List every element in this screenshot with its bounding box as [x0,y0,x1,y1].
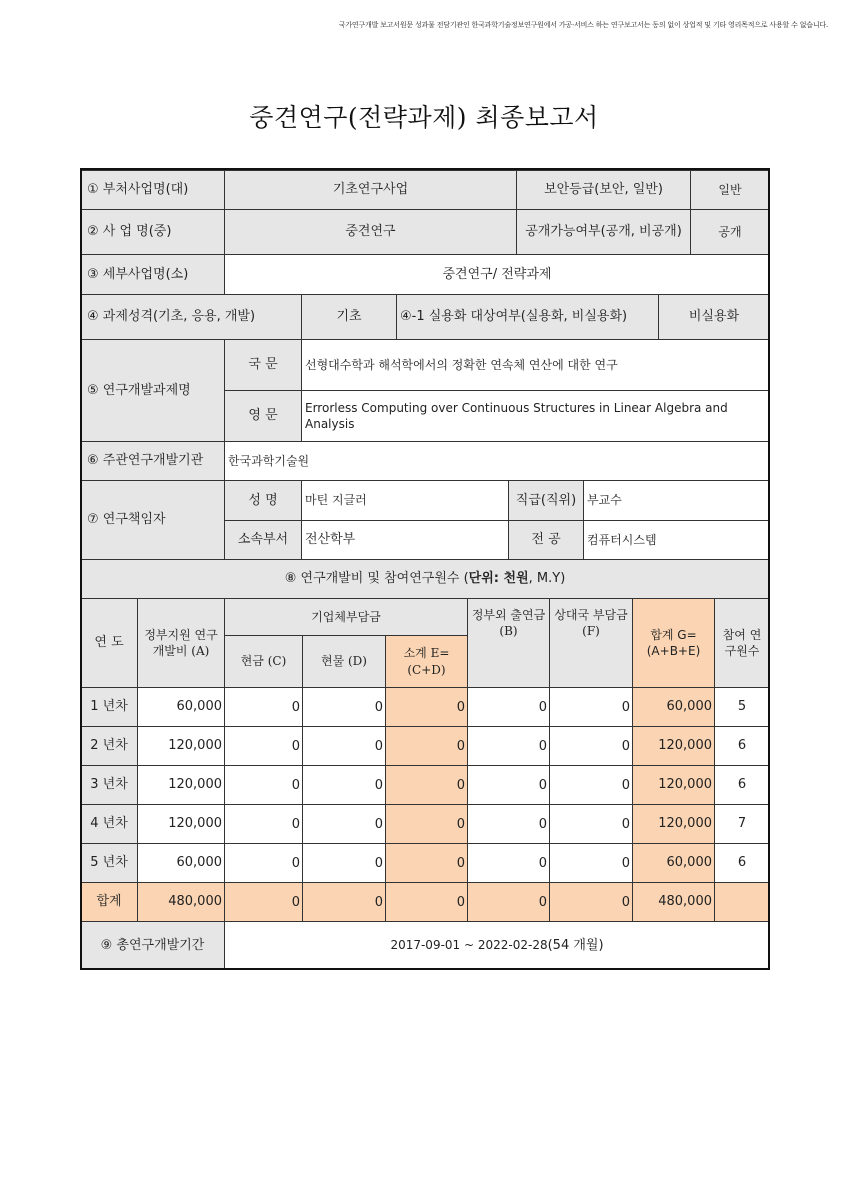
budget-cell-subtotal: 0 [385,687,468,727]
budget-cell-subtotal: 0 [385,843,468,883]
budget-cell-researchers: 6 [714,765,770,805]
budget-cell-inkind: 0 [302,765,386,805]
budget-cell-researchers [714,882,770,922]
budget-cell-total: 480,000 [632,882,715,922]
english-title-label: 영 문 [224,390,302,442]
copyright-notice: 국가연구개발 보고서원문 성과물 전담기관인 한국과학기술정보연구원에서 가공·서비스 하는 연구보고서는 동의 없이 상업적 및 기타 영리목적으로 사용할 수 없습니다. [338,21,828,29]
budget-cell-researchers: 6 [714,726,770,766]
budget-cell-other: 0 [467,804,550,844]
budget-cell-year: 2 년차 [80,726,138,766]
budget-cell-researchers: 6 [714,843,770,883]
period-months: (54 개월) [547,937,604,953]
commercialization-label: ④-1 실용화 대상여부(실용화, 비실용화) [396,294,659,340]
budget-cell-total: 120,000 [632,804,715,844]
sub-program-value: 중견연구/ 전략과제 [224,254,770,295]
budget-cell-cash: 0 [224,687,303,727]
col-header-total: 합계 G=(A+B+E) [632,598,715,688]
budget-cell-partner: 0 [549,765,633,805]
budget-cell-inkind: 0 [302,687,386,727]
pi-position-value: 부교수 [583,480,770,521]
budget-cell-cash: 0 [224,882,303,922]
budget-cell-subtotal: 0 [385,882,468,922]
budget-section-header [80,559,770,599]
budget-cell-gov: 120,000 [137,765,225,805]
col-header-year: 연 도 [80,598,138,688]
budget-cell-cash: 0 [224,726,303,766]
principal-investigator-label: ⑦ 연구책임자 [80,480,225,560]
budget-cell-inkind: 0 [302,882,386,922]
budget-cell-partner: 0 [549,843,633,883]
lead-institution-label: ⑥ 주관연구개발기관 [80,441,225,481]
budget-cell-year: 합계 [80,882,138,922]
pi-major-label: 전 공 [508,520,584,560]
budget-cell-gov: 120,000 [137,804,225,844]
col-header-researchers: 참여 연구원수 [714,598,770,688]
budget-cell-researchers: 7 [714,804,770,844]
budget-cell-cash: 0 [224,843,303,883]
budget-cell-partner: 0 [549,687,633,727]
lead-institution-value: 한국과학기술원 [224,441,770,481]
project-nature-label: ④ 과제성격(기초, 응용, 개발) [80,294,302,340]
ministry-program-label: ① 부처사업명(대) [80,170,225,210]
budget-header-suffix: , M.Y) [528,571,566,587]
col-header-subtotal: 소계 E=(C+D) [385,635,468,688]
budget-cell-other: 0 [467,687,550,727]
security-grade-value: 일반 [690,170,770,210]
commercialization-value: 비실용화 [658,294,770,340]
col-header-company: 기업체부담금 [224,598,468,636]
budget-cell-other: 0 [467,843,550,883]
col-header-inkind: 현물 (D) [302,635,386,688]
sub-program-label: ③ 세부사업명(소) [80,254,225,295]
budget-header-prefix: ⑧ 연구개발비 및 참여연구원수 ( [284,571,469,587]
budget-cell-subtotal: 0 [385,765,468,805]
budget-cell-subtotal: 0 [385,804,468,844]
budget-cell-gov: 60,000 [137,843,225,883]
budget-cell-total: 60,000 [632,687,715,727]
english-title-value: Errorless Computing over Continuous Structures in Linear Algebra and Analysis [301,390,770,442]
security-grade-label: 보안등급(보안, 일반) [516,170,691,210]
budget-cell-inkind: 0 [302,843,386,883]
budget-cell-year: 5 년차 [80,843,138,883]
budget-cell-gov: 120,000 [137,726,225,766]
pi-major-value: 컴퓨터시스템 [583,520,770,560]
total-period-value [224,921,770,970]
budget-cell-year: 1 년차 [80,687,138,727]
col-header-partner-fund: 상대국 부담금 (F) [549,598,633,688]
project-title-label: ⑤ 연구개발과제명 [80,339,225,442]
korean-title-label: 국 문 [224,339,302,391]
budget-cell-total: 120,000 [632,726,715,766]
col-header-other-fund: 정부외 출연금 (B) [467,598,550,688]
budget-cell-partner: 0 [549,726,633,766]
budget-cell-year: 3 년차 [80,765,138,805]
col-header-gov-fund: 정부지원 연구개발비 (A) [137,598,225,688]
budget-cell-researchers: 5 [714,687,770,727]
program-name-value: 중견연구 [224,209,517,255]
budget-cell-other: 0 [467,765,550,805]
budget-cell-inkind: 0 [302,804,386,844]
budget-cell-cash: 0 [224,765,303,805]
korean-title-value: 선형대수학과 해석학에서의 정확한 연속체 연산에 대한 연구 [301,339,770,391]
pi-position-label: 직급(직위) [508,480,584,521]
budget-cell-partner: 0 [549,804,633,844]
budget-cell-partner: 0 [549,882,633,922]
total-period-label: ⑨ 총연구개발기간 [80,921,225,970]
budget-cell-subtotal: 0 [385,726,468,766]
budget-header-unit: 단위: 천원 [468,571,529,587]
page-title: 중견연구(전략과제) 최종보고서 [249,103,599,132]
pi-name-value: 마틴 지글러 [301,480,509,521]
project-nature-value: 기초 [301,294,397,340]
disclosure-label: 공개가능여부(공개, 비공개) [516,209,691,255]
disclosure-value: 공개 [690,209,770,255]
budget-cell-gov: 480,000 [137,882,225,922]
budget-cell-other: 0 [467,882,550,922]
budget-cell-total: 120,000 [632,765,715,805]
budget-cell-year: 4 년차 [80,804,138,844]
period-dates: 2017-09-01 ~ 2022-02-28 [390,938,548,953]
pi-department-label: 소속부서 [224,520,302,560]
pi-name-label: 성 명 [224,480,302,521]
budget-cell-total: 60,000 [632,843,715,883]
budget-cell-inkind: 0 [302,726,386,766]
program-name-label: ② 사 업 명(중) [80,209,225,255]
col-header-cash: 현금 (C) [224,635,303,688]
budget-cell-cash: 0 [224,804,303,844]
ministry-program-value: 기초연구사업 [224,170,517,210]
budget-cell-other: 0 [467,726,550,766]
pi-department-value: 전산학부 [301,520,509,560]
budget-cell-gov: 60,000 [137,687,225,727]
